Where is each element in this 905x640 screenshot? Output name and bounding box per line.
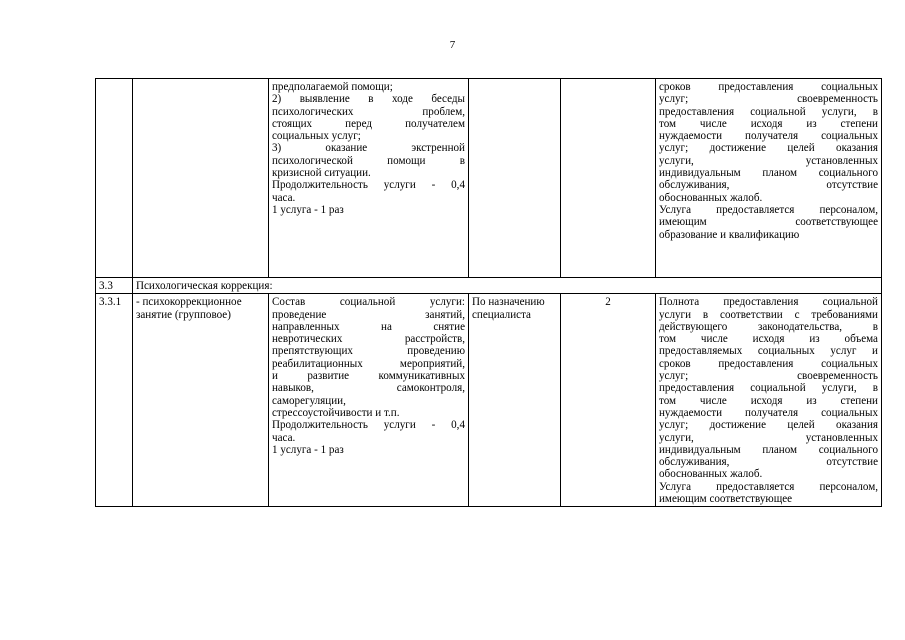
text-line: часа.: [272, 431, 296, 444]
text-line: услуг; достижение целей оказания: [659, 419, 878, 432]
table-row-331: [96, 294, 882, 507]
cell-quantity: 2: [561, 294, 656, 507]
text-line: том числе исходя из объема: [659, 333, 878, 346]
text-line: индивидуальным планом социального: [659, 167, 878, 180]
text-line: социальных услуг;: [272, 130, 361, 143]
text-line: кризисной ситуации.: [272, 167, 371, 180]
text-line: нуждаемости получателя социальных: [659, 406, 878, 419]
text-line: услуг; своевременность: [659, 93, 878, 106]
text-line: действующего законодательства, в: [659, 320, 878, 333]
text-line: Услуга предоставляется персоналом,: [659, 203, 878, 216]
text-line: имеющим соответствующее: [659, 493, 793, 506]
text-line: предоставляемых социальных услуг и: [659, 345, 878, 358]
text-line: навыков, самоконтроля,: [272, 382, 465, 395]
text-line: образование и квалификацию: [659, 228, 800, 241]
page-number: 7: [449, 39, 456, 51]
text-line: предоставления социальной услуги, в: [659, 382, 878, 395]
text-line: часа.: [272, 191, 296, 204]
text-line: направленных на снятие: [272, 320, 465, 333]
section-row: [96, 278, 882, 294]
cell-frequency: [469, 294, 561, 507]
cell-description: [269, 79, 469, 278]
text-line: нуждаемости получателя социальных: [659, 130, 878, 143]
text-line: предполагаемой помощи;: [272, 81, 393, 93]
text-line: психологической помощи в: [272, 154, 465, 167]
table-row-continued: [96, 79, 882, 278]
cell-quantity: [561, 79, 656, 278]
text-line: 2) выявление в ходе беседы: [272, 93, 465, 106]
text-line: услуг; своевременность: [659, 370, 878, 383]
text-line: препятствующих проведению: [272, 345, 465, 358]
text-line: специалиста: [472, 308, 531, 321]
cell-number: [96, 79, 133, 278]
text-line: обслуживания, отсутствие: [659, 456, 878, 469]
text-line: услуг; достижение целей оказания: [659, 142, 878, 155]
text-line: саморегуляции,: [272, 394, 346, 407]
text-line: невротических расстройств,: [272, 333, 465, 346]
text-line: обоснованных жалоб.: [659, 191, 763, 204]
text-line: стрессоустойчивости и т.п.: [272, 406, 400, 419]
row-number: 3.3.1: [96, 294, 133, 507]
text-line: услуги в соответствии с требованиями: [659, 308, 878, 321]
text-line: занятие (групповое): [136, 308, 231, 321]
cell-description: [269, 294, 469, 507]
services-table: [95, 78, 882, 507]
section-number: 3.3: [96, 278, 133, 294]
section-title: Психологическая коррекция:: [133, 278, 882, 294]
cell-service-name: [133, 79, 269, 278]
text-line: обоснованных жалоб.: [659, 468, 763, 481]
text-line: услуги, установленных: [659, 154, 878, 167]
text-line: обслуживания, отсутствие: [659, 179, 878, 192]
text-line: предоставления социальной услуги, в: [659, 105, 878, 118]
text-line: сроков предоставления социальных: [659, 81, 878, 93]
text-line: имеющим соответствующее: [659, 216, 878, 229]
cell-quality: [656, 294, 882, 507]
text-line: Услуга предоставляется персоналом,: [659, 480, 878, 493]
text-line: сроков предоставления социальных: [659, 357, 878, 370]
text-line: 3) оказание экстренной: [272, 142, 465, 155]
cell-quality: [656, 79, 882, 278]
text-line: Продолжительность услуги - 0,4: [272, 419, 465, 432]
text-line: стоящих перед получателем: [272, 117, 465, 130]
text-line: и развитие коммуникативных: [272, 370, 465, 383]
text-line: услуги, установленных: [659, 431, 878, 444]
text-line: Состав социальной услуги:: [272, 296, 465, 309]
text-line: 1 услуга - 1 раз: [272, 203, 344, 216]
text-line: том числе исходя из степени: [659, 394, 878, 407]
text-line: психологических проблем,: [272, 105, 465, 118]
text-line: реабилитационных мероприятий,: [272, 357, 465, 370]
text-line: По назначению: [472, 296, 545, 309]
text-line: Продолжительность услуги - 0,4: [272, 179, 465, 192]
text-line: 1 услуга - 1 раз: [272, 443, 344, 456]
cell-frequency: [469, 79, 561, 278]
text-line: индивидуальным планом социального: [659, 443, 878, 456]
text-line: Полнота предоставления социальной: [659, 296, 878, 309]
text-line: том числе исходя из степени: [659, 117, 878, 130]
text-line: - психокоррекционное: [136, 296, 242, 309]
cell-service-name: [133, 294, 269, 507]
text-line: проведение занятий,: [272, 308, 465, 321]
